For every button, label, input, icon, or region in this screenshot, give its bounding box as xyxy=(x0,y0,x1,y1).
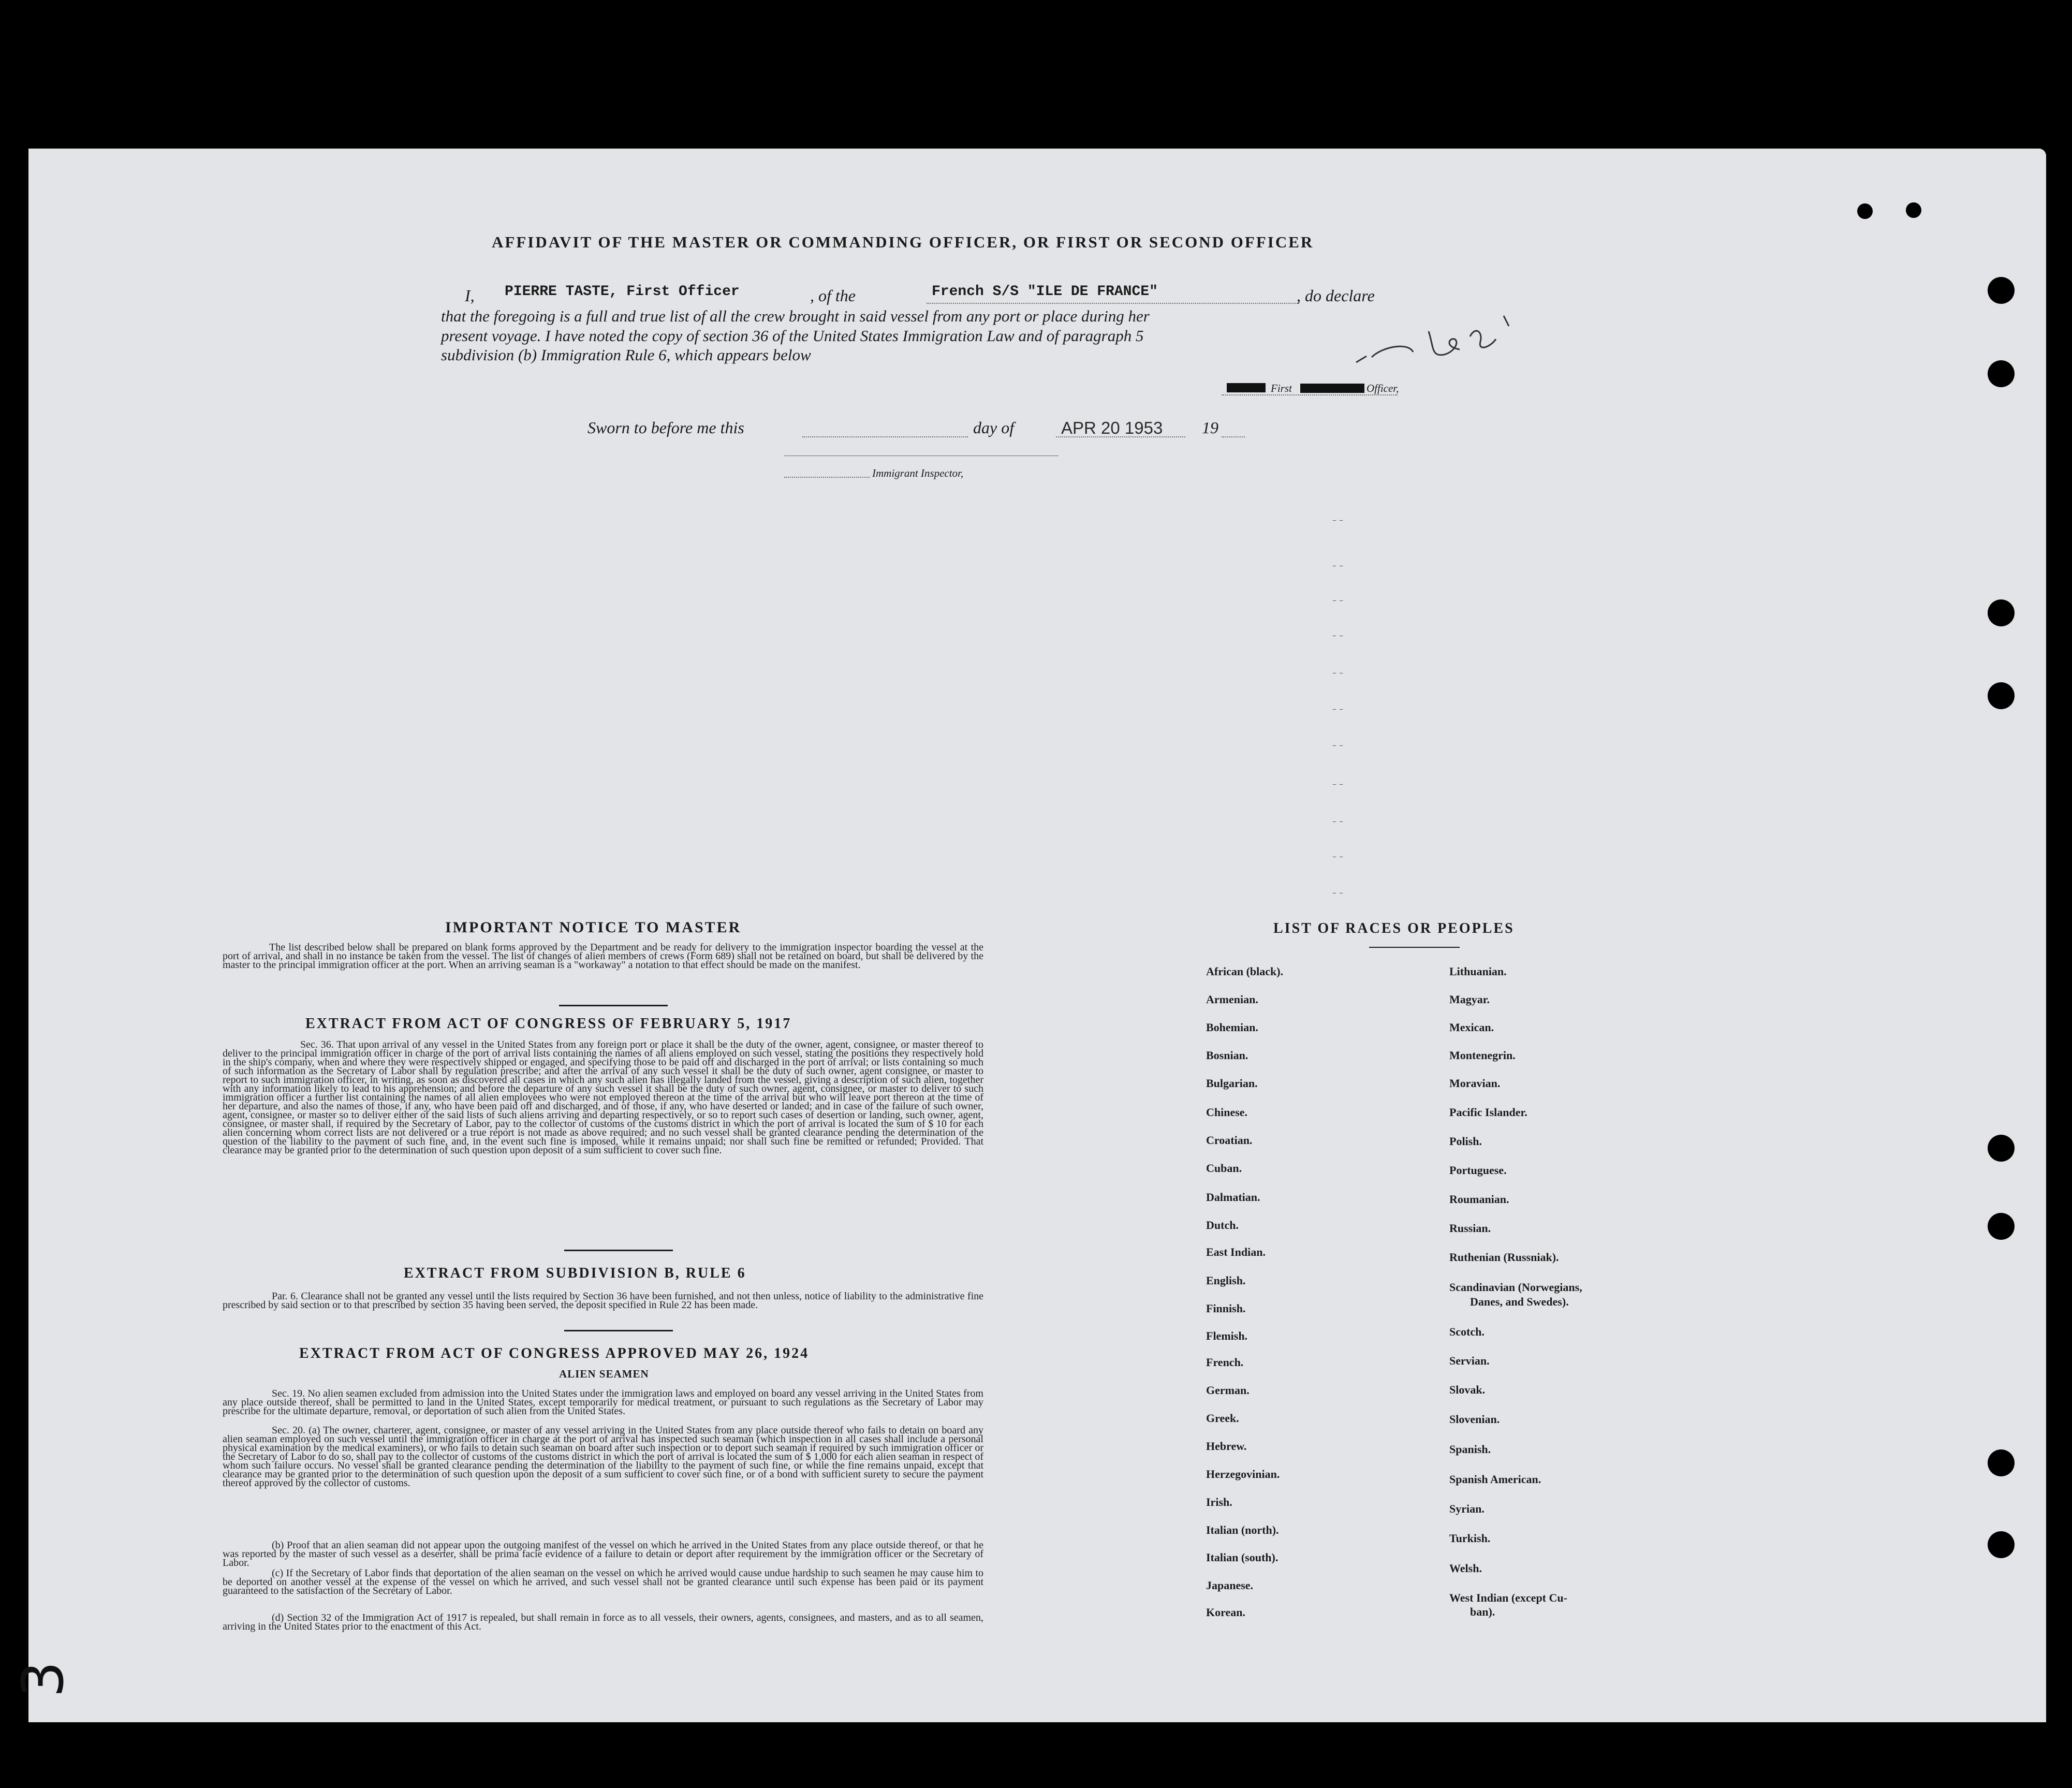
faint-mark: – – xyxy=(1332,852,1344,861)
race-item: Dalmatian. xyxy=(1206,1191,1260,1204)
redacted-title xyxy=(1300,384,1364,393)
faint-mark: – – xyxy=(1332,561,1344,570)
race-item: Flemish. xyxy=(1206,1329,1248,1342)
affidavit-line-3: present voyage. I have noted the copy of section 36 of the United States Immigration Law and of paragraph 5 xyxy=(441,327,1144,345)
race-item: Montenegrin. xyxy=(1449,1049,1516,1062)
race-item: Slovenian. xyxy=(1449,1413,1500,1426)
race-item: Armenian. xyxy=(1206,993,1258,1006)
act-1924-sec19: Sec. 19. No alien seamen excluded from admission into the United States under the immigration laws and employed on board any vessel arriving in the United States from any place outside thereof, shall be permitted to land in the United States, except temporarily for medical treatment, or pursuant to such regulations as the Secretary of Labor may prescribe for the ultimate departure, removal, or deportation of such alien from the United States. xyxy=(223,1388,983,1417)
faint-mark: – – xyxy=(1332,816,1344,826)
race-item: East Indian. xyxy=(1206,1245,1266,1258)
race-item: Lithuanian. xyxy=(1449,965,1507,978)
faint-mark: – – xyxy=(1332,704,1344,714)
officer-suffix: Officer, xyxy=(1366,382,1399,394)
affidavit-of-the: , of the xyxy=(810,286,856,305)
race-item: Pacific Islander. xyxy=(1449,1106,1527,1119)
affidavit-i: I, xyxy=(465,286,475,305)
rule-6-title: EXTRACT FROM SUBDIVISION B, RULE 6 xyxy=(404,1265,746,1281)
affidavit-line-2: that the foregoing is a full and true list of all the crew brought in said vessel from any port or place during her xyxy=(441,307,1150,325)
officer-first-label: First xyxy=(1271,382,1292,394)
affidavit-title: AFFIDAVIT OF THE MASTER OR COMMANDING OFFICER, OR FIRST OR SECOND OFFICER xyxy=(492,233,1314,251)
binder-hole xyxy=(1988,599,2015,626)
races-title: LIST OF RACES OR PEOPLES xyxy=(1273,920,1515,936)
race-item: Chinese. xyxy=(1206,1106,1248,1119)
binder-hole xyxy=(1988,1449,2015,1476)
binder-hole xyxy=(1988,1135,2015,1162)
immigrant-inspector-label: Immigrant Inspector, xyxy=(872,467,964,479)
notice-rule xyxy=(559,1005,668,1006)
race-item: Bulgarian. xyxy=(1206,1077,1258,1090)
race-item: Slovak. xyxy=(1449,1383,1486,1396)
race-item: Syrian. xyxy=(1449,1502,1485,1515)
rule-6-rule xyxy=(564,1330,673,1331)
race-item: Polish. xyxy=(1449,1135,1482,1148)
race-item: Korean. xyxy=(1206,1606,1245,1619)
race-item: Herzegovinian. xyxy=(1206,1468,1280,1481)
race-item: African (black). xyxy=(1206,965,1284,978)
race-item: Ruthenian (Russniak). xyxy=(1449,1251,1559,1264)
faint-mark: – – xyxy=(1332,740,1344,750)
race-item: Welsh. xyxy=(1449,1562,1482,1575)
faint-mark: – – xyxy=(1332,888,1344,898)
binder-hole xyxy=(1988,1213,2015,1240)
faint-mark: – – xyxy=(1332,595,1344,605)
vessel-name: French S/S "ILE DE FRANCE" xyxy=(932,284,1158,300)
binder-hole xyxy=(1988,277,2015,304)
race-item: Irish. xyxy=(1206,1496,1232,1508)
race-item: Spanish American. xyxy=(1449,1473,1541,1486)
race-item: Greek. xyxy=(1206,1412,1239,1425)
race-item: Scotch. xyxy=(1449,1325,1485,1338)
race-item: English. xyxy=(1206,1274,1246,1287)
race-item: Turkish. xyxy=(1449,1532,1491,1545)
race-item: Magyar. xyxy=(1449,993,1490,1006)
act-1924-sec20c: (c) If the Secretary of Labor finds that deportation of the alien seaman on the vessel on which he arrived would cause undue hardship to such seamen he may cause him to be deported on another vessel at the expense of the vessel on which he arrived, and such vessel shall not be granted clearance until such expense has been paid or its payment guaranteed to the satisfaction of the Secretary of Labor. xyxy=(223,1567,983,1596)
act-1917-rule xyxy=(564,1250,673,1251)
race-item: Bosnian. xyxy=(1206,1049,1248,1062)
race-item: Servian. xyxy=(1449,1354,1490,1367)
race-item: French. xyxy=(1206,1356,1244,1369)
race-item: Mexican. xyxy=(1449,1021,1494,1034)
binder-hole xyxy=(1988,1531,2015,1558)
faint-mark: – – xyxy=(1332,515,1344,525)
race-item: Bohemian. xyxy=(1206,1021,1258,1034)
sworn-year-blank xyxy=(1222,436,1245,437)
inspector-blank xyxy=(784,477,870,478)
race-item: Japanese. xyxy=(1206,1579,1254,1592)
notice-title: IMPORTANT NOTICE TO MASTER xyxy=(445,919,742,936)
officer-name: PIERRE TASTE, First Officer xyxy=(505,284,740,300)
sworn-prefix: Sworn to before me this xyxy=(587,418,744,437)
race-item: Hebrew. xyxy=(1206,1440,1247,1453)
race-item: Spanish. xyxy=(1449,1443,1491,1456)
race-item: German. xyxy=(1206,1384,1250,1397)
act-1924-sec20a: Sec. 20. (a) The owner, charterer, agent, consignee, or master of any vessel arriving in the United States from any place outside thereof who fails to detain on board any alien seaman employed on such vessel until the immigration officer in charge at the port of arrival has inspected such seaman (which inspection in all cases shall include a personal physical examination by the medical examiners), or who fails to detain such seaman on board after such inspection or to deport such seaman if required by such immigration officer or the Secretary of Labor to do so, shall pay to the collector of customs of the customs district in which the port of arrival is located the sum of $ 1,000 for each alien seaman in respect of whom such failure occurs. No vessel shall be granted clearance pending the determination of the liability to the payment of such fine, or while the fine remains unpaid, except that clearance may be granted prior to the determination of such question upon the deposit of a sum sufficient to cover such fine, or of a bond with sufficient surety to secure the payment thereof approved by the collector of customs. xyxy=(223,1425,983,1489)
affidavit-line-4: subdivision (b) Immigration Rule 6, which appears below xyxy=(441,346,811,364)
race-item: Danes, and Swedes). xyxy=(1470,1295,1569,1308)
race-item: ban). xyxy=(1470,1605,1495,1618)
date-stamp: APR 20 1953 xyxy=(1061,418,1163,437)
race-item: Dutch. xyxy=(1206,1219,1239,1232)
race-item: Moravian. xyxy=(1449,1077,1501,1090)
act-1917-text: Sec. 36. That upon arrival of any vessel in the United States from any foreign port or place it shall be the duty of the owner, agent, consignee, or master thereof to deliver to the principal immigration officer in charge of the port of arrival lists containing the names of all aliens employed on such vessel, stating the positions they respectively hold in the ship's company, when and where they were respectively shipped or engaged, and specifying those to be paid off and discharged in the port of arrival; or lists containing so much of such information as the Secretary of Labor shall by regulation prescribe; and after the arrival of any such vessel it shall be the duty of such owner, agent consignee, or master to report to such immigration officer, in writing, as soon as discovered all cases in which any such alien has illegally landed from the vessel, giving a description of such alien, together with any information likely to lead to his apprehension; and before the departure of any such vessel it shall be the duty of such owner, agent, consignee, or master to deliver to such immigration officer a further list containing the names of all alien employees who were not employed thereon at the time of the arrival but who will leave port thereon at the time of her departure, and also the names of those, if any, who have been paid off and discharged, and of those, if any, who have deserted or landed; and in case of the failure of such owner, agent, consignee, or master so to deliver either of the said lists of such aliens arriving and departing respectively, or so to report such cases of desertion or landing, such owner, agent, consignee, or master shall, if required by the Secretary of Labor, pay to the collector of customs of the customs district in which the port of arrival is located the sum of $ 10 for each alien concerning whom correct lists are not delivered or a true report is not made as above required; and no such vessel shall be granted clearance pending the determination of the question of the liability to the payment of such fine, and, in the event such fine is imposed, while it remains unpaid; nor shall such fine be remitted or refunded; Provided. That clearance may be granted prior to the determination of such question upon deposit of a sum sufficient to cover such fine. xyxy=(223,1039,983,1156)
race-item: Scandinavian (Norwegians, xyxy=(1449,1281,1582,1294)
race-item: West Indian (except Cu- xyxy=(1449,1591,1567,1604)
signature-line xyxy=(1222,394,1398,395)
race-item: Italian (north). xyxy=(1206,1523,1279,1536)
margin-mark: 3 xyxy=(10,1661,76,1697)
vessel-underline xyxy=(927,303,1299,304)
act-1924-sec20b: (b) Proof that an alien seaman did not appear upon the outgoing manifest of the vessel on which he arrived in the United States from any place outside thereof, or that he was reported by the master of such vessel as a deserter, shall be prima facie evidence of a failure to detain or deport after requirement by the immigration officer or the Secretary of Labor. xyxy=(223,1540,983,1569)
punch-mark xyxy=(1906,202,1921,218)
faint-mark: – – xyxy=(1332,668,1344,678)
sworn-month-blank xyxy=(1056,436,1185,437)
alien-seamen-subtitle: ALIEN SEAMEN xyxy=(559,1368,649,1380)
races-underline xyxy=(1369,947,1460,948)
officer-signature xyxy=(1304,311,1517,373)
faint-mark: – – xyxy=(1332,631,1344,640)
notice-text: The list described below shall be prepared on blank forms approved by the Department and be ready for delivery to the immigration inspector boarding the vessel at the port of arrival, and shall in no instance be taken from the vessel. The list of changes of alien members of crews (Form 689) shall not be retained on board, but shall be delivered by the master to the principal immigration officer at the port. When an arriving seaman is a "workaway" a notation to that effect should be made on the manifest. xyxy=(223,942,983,971)
race-item: Cuban. xyxy=(1206,1162,1242,1175)
act-1917-title: EXTRACT FROM ACT OF CONGRESS OF FEBRUARY 5, 1917 xyxy=(305,1016,792,1032)
punch-mark xyxy=(1857,203,1873,219)
rule-6-text: Par. 6. Clearance shall not be granted any vessel until the lists required by Section 36 have been furnished, and not then unless, notice of liability to the administrative fine prescribed by said section or to that prescribed by section 35 having been served, the deposit specified in Rule 22 has been made. xyxy=(223,1291,983,1311)
faint-mark: – – xyxy=(1332,779,1344,789)
sworn-year-prefix: 19 xyxy=(1202,418,1218,437)
race-item: Finnish. xyxy=(1206,1302,1246,1315)
race-item: Roumanian. xyxy=(1449,1193,1509,1206)
race-item: Italian (south). xyxy=(1206,1551,1279,1564)
race-item: Portuguese. xyxy=(1449,1164,1507,1177)
binder-hole xyxy=(1988,360,2015,387)
race-item: Russian. xyxy=(1449,1222,1491,1235)
act-1924-title: EXTRACT FROM ACT OF CONGRESS APPROVED MAY 26, 1924 xyxy=(299,1345,810,1361)
sworn-day-blank xyxy=(802,436,968,437)
redacted-master xyxy=(1227,383,1266,392)
act-1924-sec20d: (d) Section 32 of the Immigration Act of 1917 is repealed, but shall remain in force as to all vessels, their owners, agents, consignees, and masters, and as to all seamen, arriving in the United States prior to the enactment of this Act. xyxy=(223,1612,983,1632)
binder-hole xyxy=(1988,682,2015,709)
race-item: Croatian. xyxy=(1206,1134,1253,1147)
affidavit-declare: , do declare xyxy=(1297,286,1375,305)
sworn-day-of: day of xyxy=(973,418,1015,437)
